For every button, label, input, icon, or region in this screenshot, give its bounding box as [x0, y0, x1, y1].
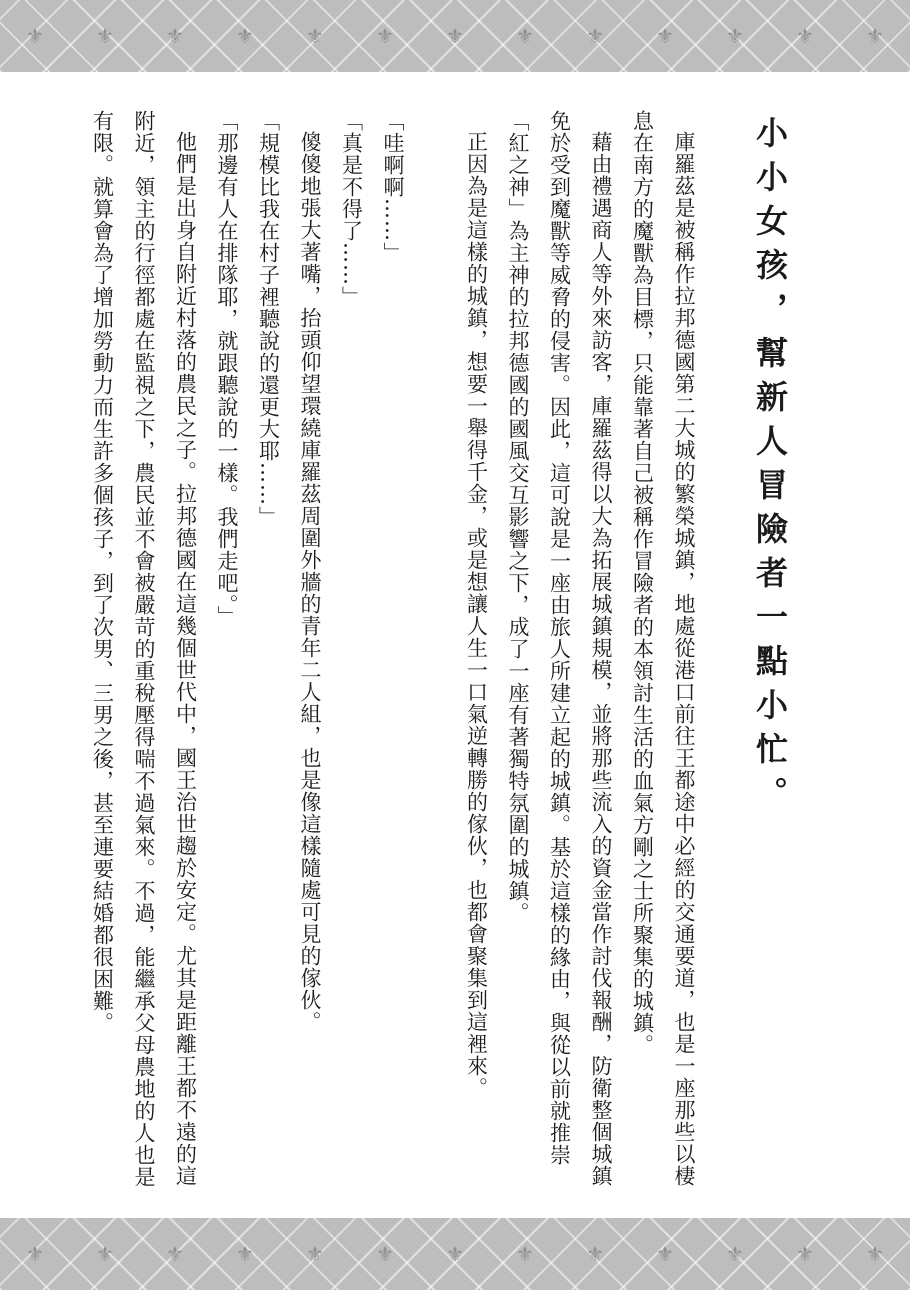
paragraph-9: 他們是出身自附近村落的農民之子。拉邦德國在這幾個世代中，國王治世趨於安定。尤其是距離王都不遠的這附近，領主的行徑都處在監視之下，農民並不會被嚴苛的重稅壓得喘不過氣來。不過，能繼承父母農地的人也是有限。就算會為了增加勞動力而生許多個孩子，到了次男、三男之後，甚至連要結婚都很困難。: [90, 110, 198, 1188]
fleur-icon: ⚜: [96, 24, 114, 48]
dialogue-line: 「哇啊啊……」: [381, 110, 405, 264]
fleur-icon: ⚜: [866, 24, 884, 48]
fleur-icon: ⚜: [516, 1242, 534, 1266]
fleur-icon: ⚜: [96, 1242, 114, 1266]
fleur-icon: ⚜: [516, 24, 534, 48]
dialogue-line: 「規模比我在村子裡聽說的還更大耶……」: [256, 110, 281, 528]
vertical-text-body: [90, 110, 800, 1190]
fleur-icon: ⚜: [376, 24, 394, 48]
fleur-icon: ⚜: [306, 1242, 324, 1266]
fleur-icon: ⚜: [656, 24, 674, 48]
fleur-icon: ⚜: [446, 24, 464, 48]
chapter-title: 小小女孩，幫新人冒險者一點小忙。: [751, 116, 789, 820]
header-decorative-band: [0, 0, 910, 72]
dialogue-line: 「真是不得了……」: [339, 110, 364, 308]
dialogue-line: 「那邊有人在排隊耶，就跟聽說的一樣。我們走吧。」: [215, 110, 239, 628]
fleur-icon: ⚜: [726, 1242, 744, 1266]
fleur-icon: ⚜: [306, 24, 324, 48]
fleur-icon: ⚜: [586, 1242, 604, 1266]
fleur-icon: ⚜: [236, 24, 254, 48]
fleur-icon: ⚜: [586, 24, 604, 48]
fleur-icon: ⚜: [26, 1242, 44, 1266]
fleur-icon: ⚜: [236, 1242, 254, 1266]
fleur-icon: ⚜: [26, 24, 44, 48]
fleur-icon: ⚜: [726, 24, 744, 48]
paragraph-1: 庫羅茲是被稱作拉邦德國第二大城的繁榮城鎮，地處從港口前往王都途中必經的交通要道，也是一座那些以棲息在南方的魔獸為目標，只能靠著自己被稱作冒險者的本領討生活的血氣方剛之士所聚集的城鎮。: [630, 110, 696, 1187]
paragraph-3: 正因為是這樣的城鎮，想要一舉得千金，或是想讓人生一口氣逆轉勝的傢伙，也都會聚集到這裡來。: [464, 131, 489, 1099]
footer-decorative-band: [0, 1218, 910, 1290]
fleur-icon: ⚜: [446, 1242, 464, 1266]
footer-pattern: [0, 1218, 910, 1290]
fleur-icon: ⚜: [166, 1242, 184, 1266]
paragraph-6: 傻傻地張大著嘴，抬頭仰望環繞庫羅茲周圍外牆的青年二人組，也是像這樣隨處可見的傢伙。: [298, 131, 322, 1033]
paragraph-2: 藉由禮遇商人等外來訪客，庫羅茲得以大為拓展城鎮規模，並將那些流入的資金當作討伐報酬，防衛整個城鎮免於受到魔獸等威脅的侵害。因此，這可說是一座由旅人所建立起的城鎮。基於這樣的緣由，與從以前就推崇「紅之神」為主神的拉邦德國的國風交互影響之下，成了一座有著獨特氛圍的城鎮。: [506, 110, 613, 1187]
header-pattern: [0, 0, 910, 72]
fleur-icon: ⚜: [656, 1242, 674, 1266]
fleur-icon: ⚜: [796, 1242, 814, 1266]
fleur-icon: ⚜: [166, 24, 184, 48]
fleur-icon: ⚜: [866, 1242, 884, 1266]
fleur-icon: ⚜: [796, 24, 814, 48]
fleur-icon: ⚜: [376, 1242, 394, 1266]
